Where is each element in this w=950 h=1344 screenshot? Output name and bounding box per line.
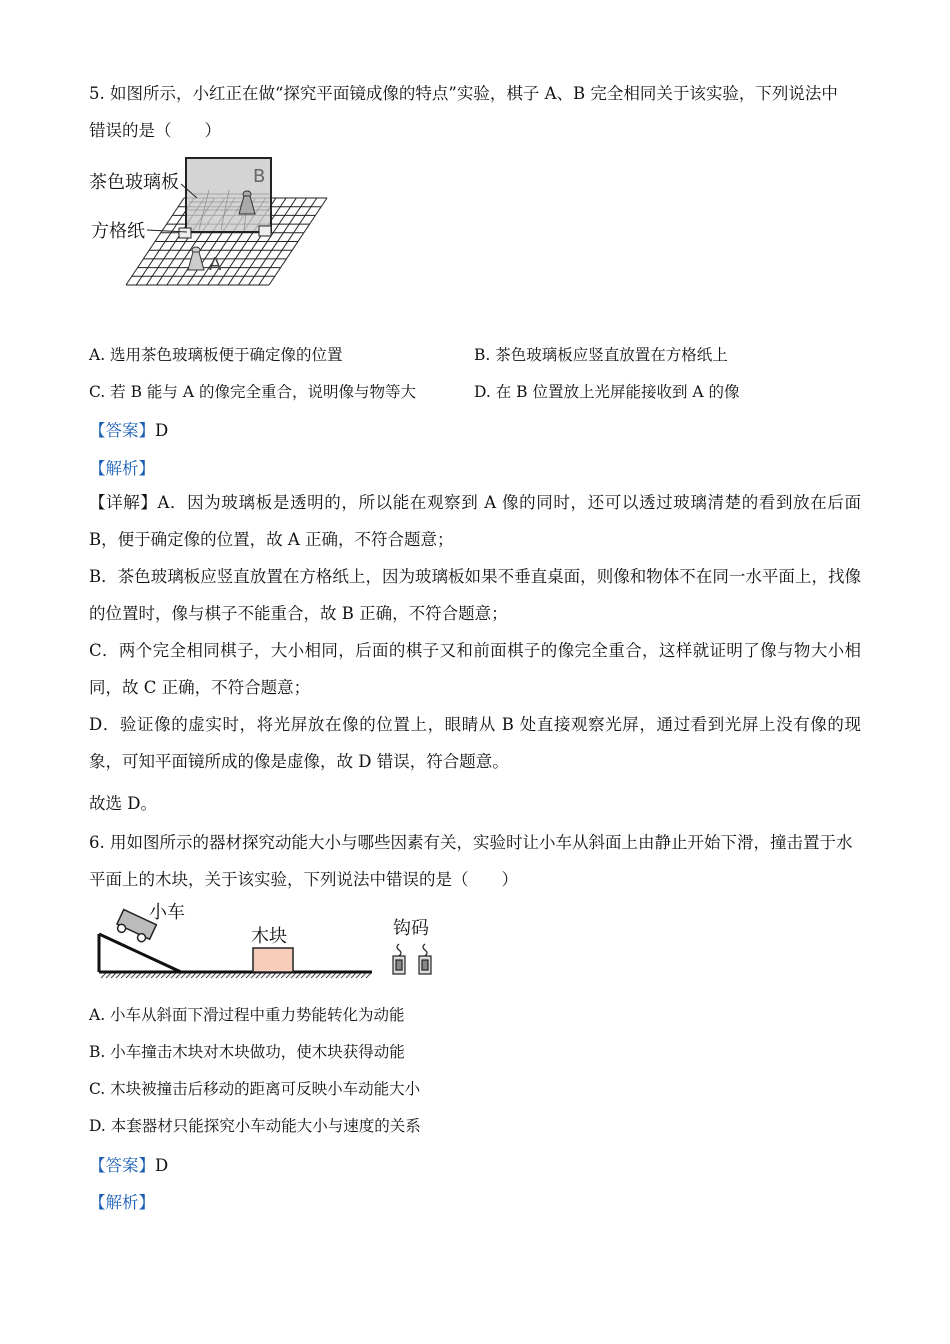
detail-tag: 【详解】 — [89, 493, 158, 512]
q6-kinetic-energy-figure — [89, 898, 449, 988]
q5-conclusion: 故选 D。 — [89, 794, 157, 813]
q6-stem-line1: 6. 用如图所示的器材探究动能大小与哪些因素有关，实验时让小车从斜面上由静止开始下滑，撞击置于水 — [89, 833, 853, 852]
label-a: A — [209, 254, 222, 275]
q6-stem-line2: 平面上的木块，关于该实验，下列说法中错误的是（ ） — [89, 870, 518, 889]
analysis-tag: 【解析】 — [89, 1193, 155, 1212]
q5-detail-b: B．茶色玻璃板应竖直放置在方格纸上，因为玻璃板如果不垂直桌面，则像和物体不在同一水平面上，找像的位置时，像与棋子不能重合，故 B 正确，不符合题意； — [89, 567, 861, 623]
ground-hatching — [101, 973, 371, 978]
label-b: B — [253, 166, 266, 187]
q5-analysis-line — [89, 455, 155, 479]
q5-detail-c: C．两个完全相同棋子，大小相同，后面的棋子又和前面棋子的像完全重合，这样就证明了像与物大小相同，故 C 正确，不符合题意； — [89, 641, 861, 697]
q6-option-c: C. 木块被撞击后移动的距离可反映小车动能大小 — [89, 1080, 421, 1098]
q5-answer-line — [89, 417, 168, 441]
wood-block — [253, 948, 293, 972]
weights — [393, 944, 431, 974]
label-cart: 小车 — [149, 902, 185, 923]
answer-value: D — [155, 421, 169, 440]
q6-analysis-line — [89, 1189, 155, 1213]
q5-detail-d: D．验证像的虚实时，将光屏放在像的位置上，眼睛从 B 处直接观察光屏，通过看到光屏上没有像的现象，可知平面镜所成的像是虚像，故 D 错误，符合题意。 — [89, 715, 861, 771]
label-glass: 茶色玻璃板 — [89, 172, 179, 193]
support-block-left — [179, 228, 191, 238]
answer-tag: 【答案】 — [89, 421, 155, 440]
q5-option-c: C. 若 B 能与 A 的像完全重合，说明像与物等大 — [89, 383, 416, 401]
q5-option-d: D. 在 B 位置放上光屏能接收到 A 的像 — [474, 383, 740, 401]
label-paper: 方格纸 — [91, 221, 145, 242]
q5-option-a: A. 选用茶色玻璃板便于确定像的位置 — [89, 346, 343, 364]
answer-value: D — [155, 1156, 169, 1175]
label-block: 木块 — [251, 926, 287, 947]
analysis-tag: 【解析】 — [89, 459, 155, 478]
q5-stem-line1: 5. 如图所示，小红正在做“探究平面镜成像的特点”实验，棋子 A、B 完全相同关于该实验，下列说法中 — [89, 84, 838, 103]
support-block-right — [259, 226, 271, 236]
q5-mirror-experiment-figure — [89, 150, 349, 290]
q5-option-b: B. 茶色玻璃板应竖直放置在方格纸上 — [474, 346, 728, 364]
q6-option-d: D. 本套器材只能探究小车动能大小与速度的关系 — [89, 1117, 421, 1135]
answer-tag: 【答案】 — [89, 1156, 155, 1175]
q5-stem-line2: 错误的是（ ） — [89, 121, 221, 140]
q6-answer-line — [89, 1152, 168, 1176]
q5-detail-a: 【详解】A．因为玻璃板是透明的，所以能在观察到 A 像的同时，还可以透过玻璃清楚的看到放在后面 B，便于确定像的位置，故 A 正确，不符合题意； — [89, 493, 862, 549]
label-weights: 钩码 — [393, 918, 429, 939]
q6-option-a: A. 小车从斜面下滑过程中重力势能转化为动能 — [89, 1006, 405, 1024]
q6-option-b: B. 小车撞击木块对木块做功，使木块获得动能 — [89, 1043, 405, 1061]
